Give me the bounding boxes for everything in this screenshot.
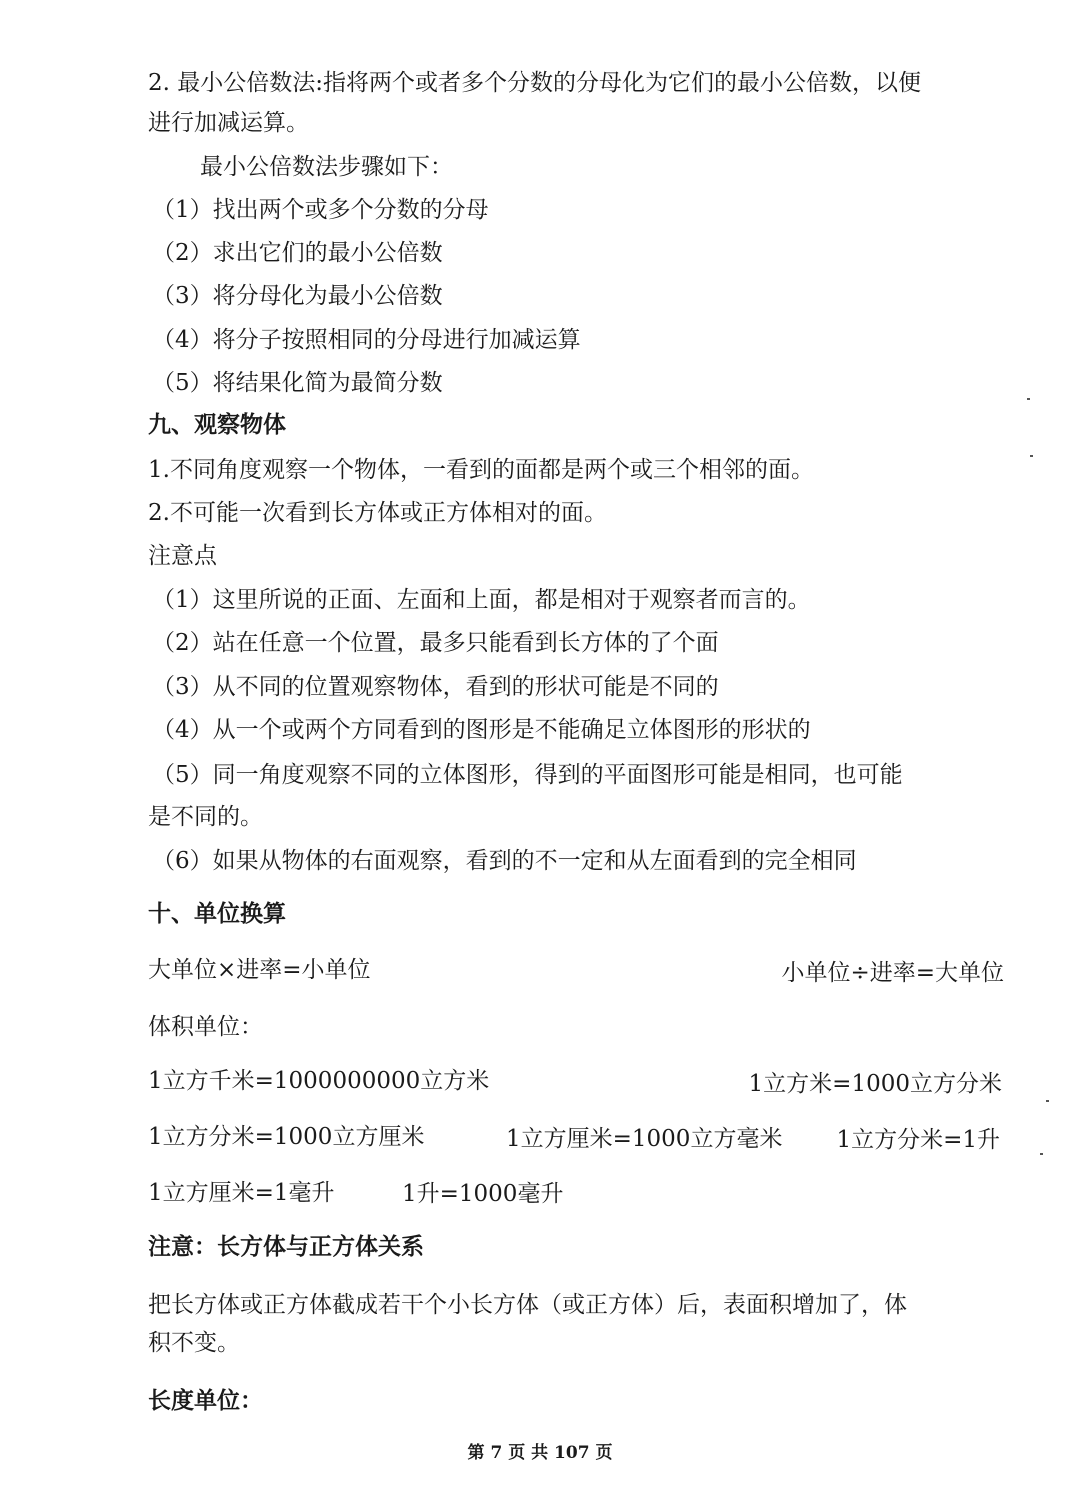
section9-note-4: （4）从一个或两个方同看到的图形是不能确足立体图形的形状的 [152, 717, 811, 743]
rule-large-to-small: 大单位×进率=小单位 [148, 957, 371, 983]
page-footer: 第 7 页 共 107 页 [467, 1443, 613, 1463]
section9-heading: 九、观察物体 [148, 412, 286, 438]
section9-note-2: （2）站在任意一个位置，最多只能看到长方体的了个面 [152, 630, 719, 656]
conversion-cubic-dm-liter: 1立方分米=1升 [836, 1127, 1000, 1153]
section9-note-1: （1）这里所说的正面、左面和上面，都是相对于观察者而言的。 [152, 587, 811, 613]
scan-speck [1046, 1100, 1049, 1102]
lcm-step-4: （4）将分子按照相同的分母进行加减运算 [152, 327, 581, 353]
section9-notes-title: 注意点 [148, 543, 217, 569]
conversion-cubic-cm-ml: 1立方厘米=1毫升 [148, 1180, 335, 1206]
conversion-cubic-dm: 1立方分米=1000立方厘米 [148, 1124, 425, 1150]
section9-note-5-cont: 是不同的。 [148, 804, 263, 830]
volume-units-title: 体积单位： [148, 1014, 263, 1040]
section9-note-3: （3）从不同的位置观察物体，看到的形状可能是不同的 [152, 674, 719, 700]
lcm-step-1: （1）找出两个或多个分数的分母 [152, 197, 489, 223]
conversion-cubic-cm: 1立方厘米=1000立方毫米 [506, 1126, 783, 1152]
note-line-2: 积不变。 [148, 1330, 240, 1356]
rule-small-to-large: 小单位÷进率=大单位 [781, 960, 1004, 986]
scan-speck [1027, 398, 1030, 400]
lcm-step-3: （3）将分母化为最小公倍数 [152, 283, 443, 309]
note-heading: 注意：长方体与正方体关系 [148, 1234, 424, 1260]
conversion-liter-ml: 1升=1000毫升 [402, 1181, 564, 1207]
section9-point-1: 1.不同角度观察一个物体，一看到的面都是两个或三个相邻的面。 [148, 457, 814, 483]
lcm-step-5: （5）将结果化简为最简分数 [152, 370, 443, 396]
scan-speck [1040, 1153, 1043, 1155]
section9-note-6: （6）如果从物体的右面观察，看到的不一定和从左面看到的完全相同 [152, 848, 857, 874]
note-line-1: 把长方体或正方体截成若干个小长方体（或正方体）后，表面积增加了，体 [148, 1292, 907, 1318]
length-units-title: 长度单位： [148, 1388, 263, 1414]
conversion-cubic-m: 1立方米=1000立方分米 [748, 1071, 1002, 1097]
scan-speck [1030, 455, 1033, 457]
section9-point-2: 2.不可能一次看到长方体或正方体相对的面。 [148, 500, 607, 526]
lcm-steps-title: 最小公倍数法步骤如下： [200, 154, 453, 180]
lcm-step-2: （2）求出它们的最小公倍数 [152, 240, 443, 266]
section9-note-5: （5）同一角度观察不同的立体图形，得到的平面图形可能是相同，也可能 [152, 762, 903, 788]
section10-heading: 十、单位换算 [148, 901, 286, 927]
lcm-intro-line2: 进行加减运算。 [148, 110, 309, 136]
conversion-cubic-km: 1立方千米=1000000000立方米 [148, 1068, 490, 1094]
lcm-intro-line1: 2. 最小公倍数法:指将两个或者多个分数的分母化为它们的最小公倍数，以便 [148, 70, 922, 96]
